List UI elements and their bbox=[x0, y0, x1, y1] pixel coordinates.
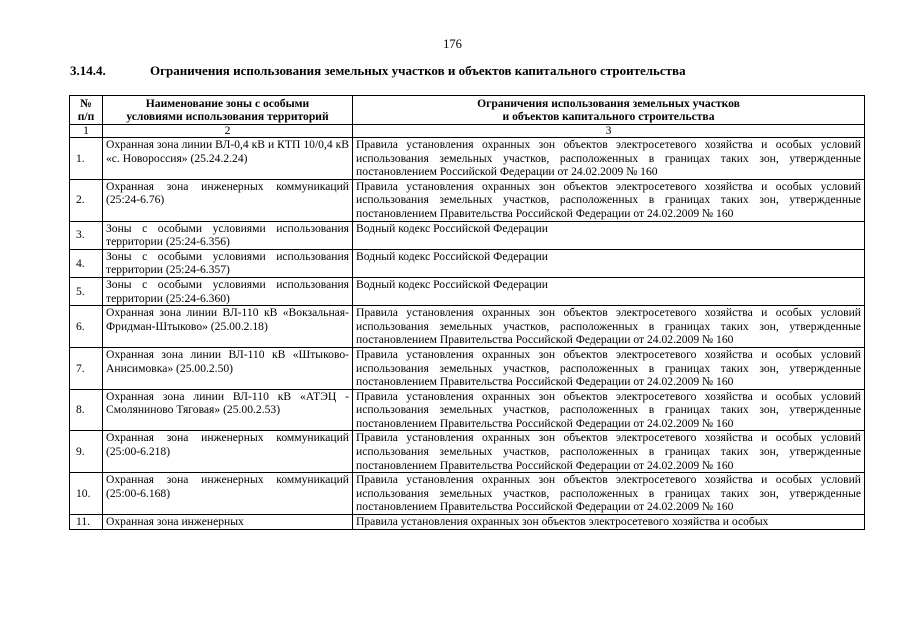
restriction-text: Правила установления охранных зон объектов электросетевого хозяйства и особых условий использования земельных участков, расположенных в границах таких зон, утвержденные постановлением Правительства Российской Федерации от 24.02.2009 № 160 bbox=[353, 431, 865, 473]
table-row bbox=[70, 515, 865, 530]
zone-name: Зоны с особыми условиями использования территории (25:24-6.360) bbox=[103, 277, 353, 305]
row-number: 10. bbox=[70, 473, 103, 515]
restriction-text: Правила установления охранных зон объектов электросетевого хозяйства и особых условий использования земельных участков, расположенных в границах таких зон, утвержденные постановлением Правительства Российской Федерации от 24.02.2009 № 160 bbox=[353, 473, 865, 515]
zone-name: Зоны с особыми условиями использования территории (25:24-6.356) bbox=[103, 221, 353, 249]
row-number: 9. bbox=[70, 431, 103, 473]
table-header-row bbox=[70, 96, 865, 125]
row-number: 4. bbox=[70, 249, 103, 277]
restriction-text: Правила установления охранных зон объектов электросетевого хозяйства и особых условий использования земельных участков, расположенных в границах таких зон, утвержденные постановлением Правительства Российской Федерации от 24.02.2009 № 160 bbox=[353, 306, 865, 348]
table-row bbox=[70, 306, 865, 348]
column-number-row bbox=[70, 125, 865, 138]
zone-name: Охранная зона линии ВЛ-0,4 кВ и КТП 10/0,4 кВ «с. Новороссия» (25.24.2.24) bbox=[103, 138, 353, 180]
table-row bbox=[70, 347, 865, 389]
zone-name: Охранная зона инженерных коммуникаций (25:24-6.76) bbox=[103, 179, 353, 221]
restriction-text: Водный кодекс Российской Федерации bbox=[353, 249, 865, 277]
header-zone-name: Наименование зоны с особыми условиями использования территорий bbox=[103, 96, 353, 125]
table-row bbox=[70, 221, 865, 249]
zone-name: Охранная зона линии ВЛ-110 кВ «АТЭЦ - Смоляниново Тяговая» (25.00.2.53) bbox=[103, 389, 353, 431]
row-number: 7. bbox=[70, 347, 103, 389]
table-row bbox=[70, 138, 865, 180]
restriction-text: Правила установления охранных зон объектов электросетевого хозяйства и особых bbox=[353, 515, 865, 530]
table-row bbox=[70, 473, 865, 515]
row-number: 5. bbox=[70, 277, 103, 305]
page-number: 176 bbox=[443, 37, 462, 51]
section-number: 3.14.4. bbox=[70, 63, 106, 78]
table-row bbox=[70, 277, 865, 305]
row-number: 11. bbox=[70, 515, 103, 530]
section-heading bbox=[70, 63, 686, 79]
column-number: 2 bbox=[103, 125, 353, 138]
header-number: № п/п bbox=[70, 96, 103, 125]
row-number: 1. bbox=[70, 138, 103, 180]
zone-name: Охранная зона инженерных коммуникаций (25:00-6.218) bbox=[103, 431, 353, 473]
restrictions-table bbox=[69, 95, 865, 530]
restriction-text: Правила установления охранных зон объектов электросетевого хозяйства и особых условий использования земельных участков, расположенных в границах таких зон, утвержденные постановлением Правительства Российской Федерации от 24.02.2009 № 160 bbox=[353, 179, 865, 221]
column-number: 3 bbox=[353, 125, 865, 138]
zone-name: Зоны с особыми условиями использования территории (25:24-6.357) bbox=[103, 249, 353, 277]
table-row bbox=[70, 389, 865, 431]
zone-name: Охранная зона инженерных bbox=[103, 515, 353, 530]
zone-name: Охранная зона линии ВЛ-110 кВ «Вокзальная-Фридман-Штыково» (25.00.2.18) bbox=[103, 306, 353, 348]
section-title: Ограничения использования земельных участков и объектов капитального строительства bbox=[150, 63, 686, 78]
restriction-text: Правила установления охранных зон объектов электросетевого хозяйства и особых условий использования земельных участков, расположенных в границах таких зон, утвержденные постановлением Правительства Российской Федерации от 24.02.2009 № 160 bbox=[353, 347, 865, 389]
row-number: 2. bbox=[70, 179, 103, 221]
table-row bbox=[70, 249, 865, 277]
restriction-text: Правила установления охранных зон объектов электросетевого хозяйства и особых условий использования земельных участков, расположенных в границах таких зон, утвержденные постановлением Правительства Российской Федерации от 24.02.2009 № 160 bbox=[353, 389, 865, 431]
row-number: 8. bbox=[70, 389, 103, 431]
header-restrictions: Ограничения использования земельных участков и объектов капитального строительства bbox=[353, 96, 865, 125]
row-number: 3. bbox=[70, 221, 103, 249]
restriction-text: Правила установления охранных зон объектов электросетевого хозяйства и особых условий использования земельных участков, расположенных в границах таких зон, утвержденные постановлением Российской Федерации от 24.02.2009 № 160 bbox=[353, 138, 865, 180]
row-number: 6. bbox=[70, 306, 103, 348]
restriction-text: Водный кодекс Российской Федерации bbox=[353, 221, 865, 249]
column-number: 1 bbox=[70, 125, 103, 138]
zone-name: Охранная зона линии ВЛ-110 кВ «Штыково-Анисимовка» (25.00.2.50) bbox=[103, 347, 353, 389]
table-row bbox=[70, 431, 865, 473]
table-row bbox=[70, 179, 865, 221]
restriction-text: Водный кодекс Российской Федерации bbox=[353, 277, 865, 305]
zone-name: Охранная зона инженерных коммуникаций (25:00-6.168) bbox=[103, 473, 353, 515]
